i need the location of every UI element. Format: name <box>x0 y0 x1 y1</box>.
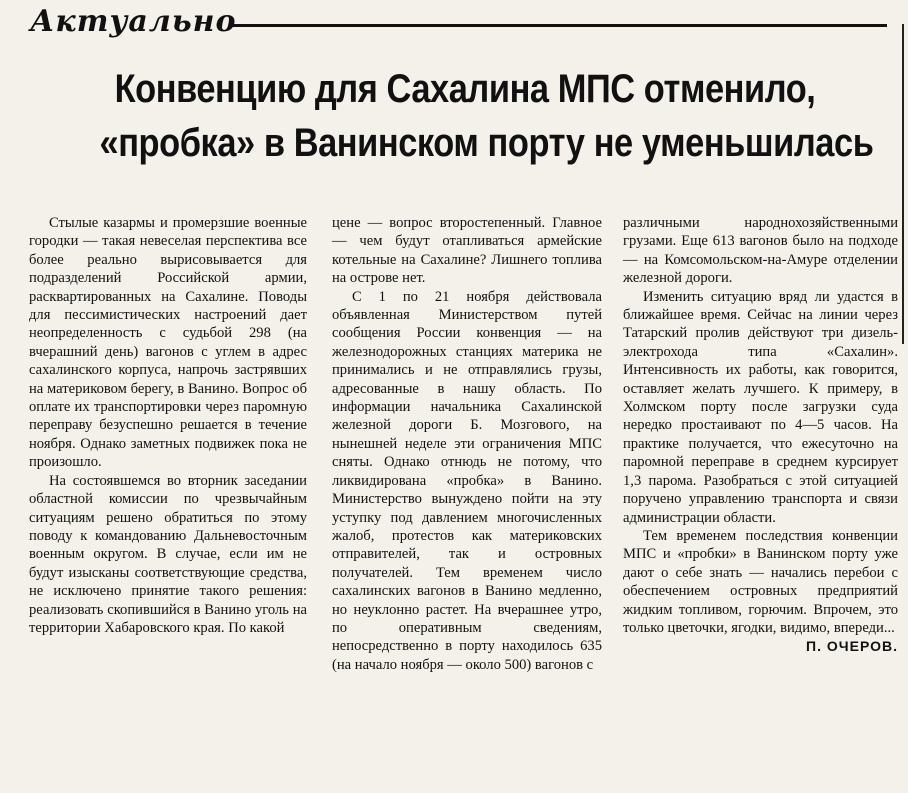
paragraph: На состоявшемся во вторник заседании областной комиссии по чрезвычайным ситуациям решено обратиться по этому поводу к командованию Дальневосточным военным округом. В случае, если им не будут изысканы соответствующие средства, не исключено принятие такого решения: реализовать скопившийся в Ванино уголь на территории Хабаровского края. По какой <box>29 472 307 636</box>
side-divider <box>902 24 904 344</box>
headline-line-2: «пробка» в Ванинском порту не уменьшилась <box>99 121 874 165</box>
rubric-divider <box>232 24 887 27</box>
paragraph: С 1 по 21 ноября действовала объявленная Министерством путей сообщения России конвенция — на железнодорожных станциях материка не принимались и не отправлялись грузы, адресованные в нашу область. По информации начальника Сахалинской железной дороги Б. Мозгового, на нынешней неделе эти ограничения МПС сняты. Однако отнюдь не потому, что ликвидирована «пробка» в Ванино. Министерство вынуждено пойти на эту уступку под давлением многочисленных жалоб, протестов как материковских отправителей, так и островных получателей. Тем временем число сахалинских вагонов в Ванино медленно, но неуклонно растет. На вчерашнее утро, по оперативным сведениям, непосредственно в порту находилось 635 (на начало ноября — около 500) вагонов с <box>332 288 602 673</box>
article-column-3 <box>623 214 898 656</box>
paragraph: Изменить ситуацию вряд ли удастся в ближайшее время. Сейчас на линии через Татарский пролив действуют три дизель-электрохода типа «Сахалин». Интенсивность их работы, как говорится, оставляет желать лучшего. К примеру, в Холмском порту после загрузки суда нередко простаивают по 4—5 часов. На практике получается, что ежесуточно на паромной переправе в среднем курсирует 1,3 парома. Разобраться с этой ситуацией поручено управлению транспорта и связи администрации области. <box>623 288 898 526</box>
paragraph: Стылые казармы и промерзшие военные городки — такая невеселая перспектива все более реально вырисовывается для подразделений Российской армии, расквартированных на Сахалине. Поводы для пессимистических настроений дает неопределенность с судьбой 298 (на вчерашний день) вагонов с углем в адрес сахалинского корпуса, напрочь застрявших на материковом берегу, в Ванино. Вопрос об оплате их транспортировки через паромную переправу безуспешно решается в течение ноября. Однако заметных подвижек пока не произошло. <box>29 215 307 471</box>
paragraph: цене — вопрос второстепенный. Главное — чем будут отапливаться армейские котельные на Сахалине? Лишнего топлива на острове нет. <box>332 215 602 287</box>
paragraph: Тем временем последствия конвенции МПС и «пробки» в Ванинском порту уже дают о себе знать — начались перебои с обеспечением островных предприятий жидким топливом, горючим. Впрочем, это только цветочки, ягодки, видимо, впереди... <box>623 527 898 636</box>
paragraph: различными народнохозяйственными грузами. Еще 613 вагонов было на подходе — на Комсомольском-на-Амуре отделении железной дороги. <box>623 215 898 287</box>
article-column-1 <box>29 214 307 637</box>
headline-line-1: Конвенцию для Сахалина МПС отменило, <box>114 67 816 111</box>
headline <box>99 62 874 170</box>
rubric-label: Актуально <box>30 4 237 39</box>
article-column-2 <box>332 214 602 674</box>
author-signature: П. ОЧЕРОВ. <box>806 638 898 655</box>
